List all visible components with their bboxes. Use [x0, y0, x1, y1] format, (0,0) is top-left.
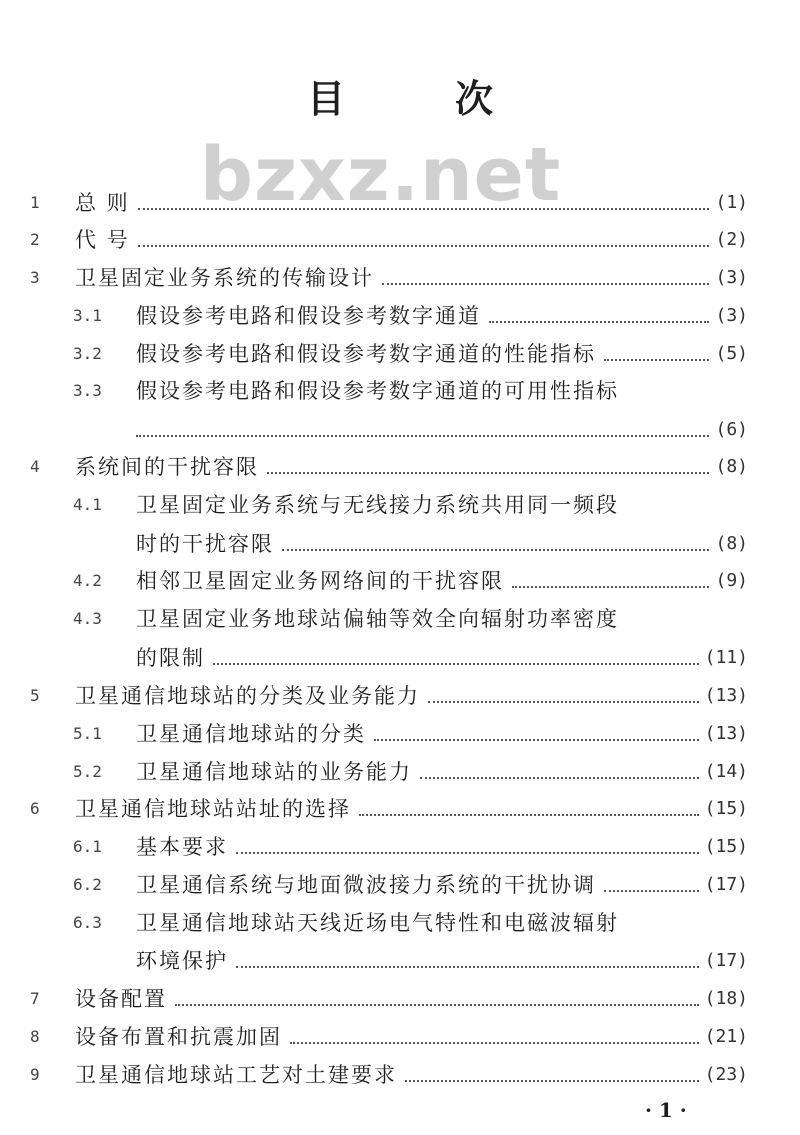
toc-leader-dots: [138, 208, 710, 210]
toc-entry: [30, 222, 748, 258]
watermark: bzxz.net: [200, 132, 562, 218]
toc-entry-title: 总 则: [75, 191, 130, 215]
toc-entry-page: (13): [704, 685, 748, 706]
toc-entry-number: 3.1: [73, 306, 102, 325]
toc-entry-title: 设备配置: [75, 987, 167, 1011]
toc-entry-number: 3.2: [73, 344, 102, 363]
toc-entry-page: (11): [704, 647, 748, 668]
toc-entry-title: 卫星通信地球站的分类: [136, 722, 366, 746]
toc-leader-dots: [267, 472, 709, 474]
toc-leader-dots: [290, 1042, 699, 1044]
toc-entry: [30, 487, 748, 523]
toc-entry-page: (18): [704, 988, 748, 1009]
toc-entry-number: 6.1: [73, 837, 102, 856]
toc-entry-number: 9: [30, 1065, 40, 1084]
toc-entry-page: (21): [704, 1026, 748, 1047]
toc-entry-page: (8): [715, 456, 748, 477]
toc-entry-title: 卫星固定业务系统的传输设计: [75, 266, 374, 290]
toc-entry-title: 卫星固定业务系统与无线接力系统共用同一频段: [136, 493, 619, 517]
toc-leader-dots: [138, 245, 710, 247]
toc-entry: [30, 373, 748, 409]
toc-entry: [30, 563, 748, 599]
toc-entry-page: (23): [704, 1064, 748, 1085]
toc-entry-number: 8: [30, 1027, 40, 1046]
toc-entry-number: 4.1: [73, 495, 102, 514]
toc-entry-title: 假设参考电路和假设参考数字通道: [136, 304, 481, 328]
toc-leader-dots: [175, 1004, 699, 1006]
toc-leader-dots: [282, 549, 709, 551]
toc-leader-dots: [236, 852, 699, 854]
toc-entry-number: 6: [30, 799, 40, 818]
toc-entry-page: (8): [715, 533, 748, 554]
toc-entry-title: 的限制: [136, 646, 205, 670]
toc-entry-number: 5.1: [73, 724, 102, 743]
toc-leader-dots: [236, 966, 699, 968]
toc-entry-page: (1): [715, 192, 748, 213]
toc-entry: [30, 412, 748, 448]
toc-entry-number: 3: [30, 268, 40, 287]
title-left: 目: [306, 76, 345, 121]
toc-entry-number: 4.3: [73, 609, 102, 628]
toc-entry-title: 卫星通信地球站天线近场电气特性和电磁波辐射: [136, 911, 619, 935]
toc-entry-number: 5.2: [73, 762, 102, 781]
toc-entry-number: 6.3: [73, 913, 102, 932]
toc-entry-page: (17): [704, 874, 748, 895]
toc-leader-dots: [405, 1080, 699, 1082]
toc-entry-title: 系统间的干扰容限: [75, 455, 259, 479]
toc-leader-dots: [136, 435, 709, 437]
toc-entry: [30, 678, 748, 714]
toc-entry-title: 假设参考电路和假设参考数字通道的性能指标: [136, 342, 596, 366]
toc-leader-dots: [604, 890, 699, 892]
toc-entry: [30, 601, 748, 637]
toc-entry-title: 代 号: [75, 228, 130, 252]
toc-entry-page: (5): [715, 343, 748, 364]
toc-entry-title: 卫星通信系统与地面微波接力系统的干扰协调: [136, 873, 596, 897]
toc-entry-page: (9): [715, 570, 748, 591]
toc-entry: [30, 1019, 748, 1055]
toc-entry-title: 假设参考电路和假设参考数字通道的可用性指标: [136, 379, 619, 403]
toc-entry: [30, 754, 748, 790]
toc-entry-number: 6.2: [73, 875, 102, 894]
toc-entry: [30, 336, 748, 372]
toc-leader-dots: [428, 701, 699, 703]
toc-entry-title: 卫星通信地球站工艺对土建要求: [75, 1063, 397, 1087]
toc-entry: [30, 449, 748, 485]
toc-leader-dots: [420, 777, 699, 779]
toc-entry-title: 卫星通信地球站的分类及业务能力: [75, 684, 420, 708]
toc-entry-title: 时的干扰容限: [136, 532, 274, 556]
toc-entry-page: (15): [704, 836, 748, 857]
toc-entry: [30, 791, 748, 827]
toc-entry-title: 基本要求: [136, 835, 228, 859]
toc-entry-title: 卫星固定业务地球站偏轴等效全向辐射功率密度: [136, 607, 619, 631]
toc-leader-dots: [382, 283, 709, 285]
toc-entry-title: 相邻卫星固定业务网络间的干扰容限: [136, 569, 504, 593]
toc-entry-page: (3): [715, 267, 748, 288]
toc-entry: [30, 185, 748, 221]
toc-entry-number: 7: [30, 989, 40, 1008]
toc-entry-page: (13): [704, 723, 748, 744]
toc-entry-number: 1: [30, 193, 40, 212]
toc-leader-dots: [359, 814, 699, 816]
toc-entry: [30, 981, 748, 1017]
toc-entry: [30, 260, 748, 296]
toc-leader-dots: [213, 663, 699, 665]
toc-entry-page: (17): [704, 950, 748, 971]
toc-leader-dots: [374, 739, 699, 741]
toc-entry-number: 4: [30, 457, 40, 476]
toc-entry: [30, 943, 748, 979]
toc-entry: [30, 298, 748, 334]
toc-entry-number: 3.3: [73, 381, 102, 400]
toc-leader-dots: [604, 359, 709, 361]
toc-entry-title: 设备布置和抗震加固: [75, 1025, 282, 1049]
toc-entry: [30, 867, 748, 903]
toc-entry: [30, 526, 748, 562]
page-number: · 1 ·: [645, 1098, 687, 1122]
toc-entry-page: (15): [704, 798, 748, 819]
title-right: 次: [455, 76, 494, 121]
toc-entry-page: (2): [715, 229, 748, 250]
toc-entry: [30, 640, 748, 676]
toc-entry-page: (3): [715, 305, 748, 326]
toc-entry: [30, 1057, 748, 1093]
toc-entry: [30, 905, 748, 941]
toc-entry: [30, 829, 748, 865]
toc-entry: [30, 716, 748, 752]
toc-leader-dots: [512, 586, 709, 588]
toc-entry-number: 2: [30, 230, 40, 249]
toc-entry-title: 环境保护: [136, 949, 228, 973]
toc-entry-page: (14): [704, 761, 748, 782]
toc-leader-dots: [489, 321, 709, 323]
toc-entry-number: 5: [30, 686, 40, 705]
toc-entry-number: 4.2: [73, 571, 102, 590]
toc-entry-page: (6): [715, 419, 748, 440]
toc-entry-title: 卫星通信地球站站址的选择: [75, 797, 351, 821]
toc-entry-title: 卫星通信地球站的业务能力: [136, 760, 412, 784]
page-title: [0, 68, 800, 123]
